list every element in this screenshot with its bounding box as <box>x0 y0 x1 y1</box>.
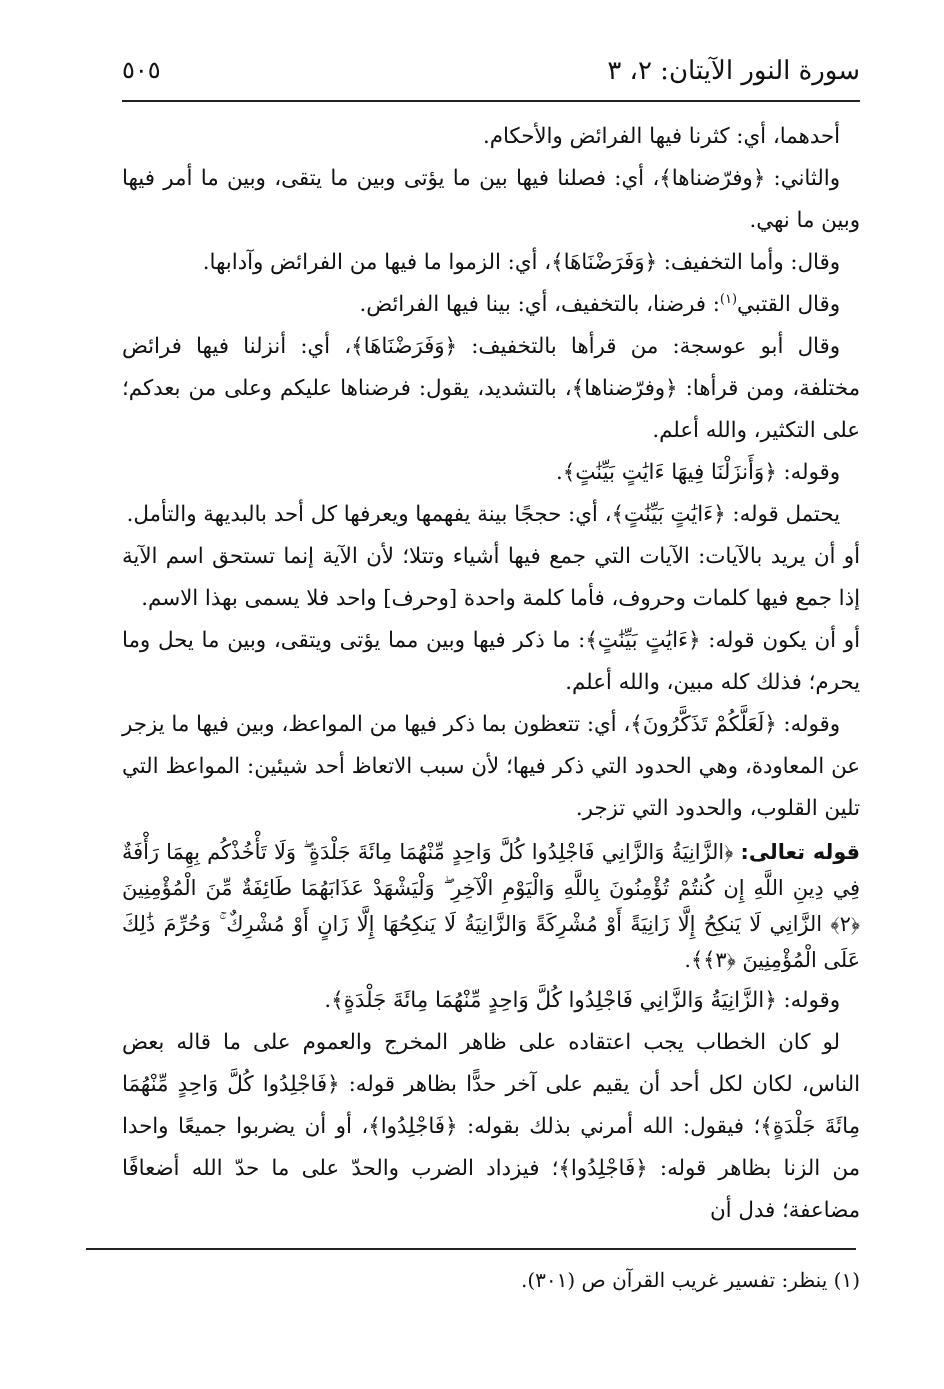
paragraph: وقوله: ﴿وَأَنزَلْنَا فِيهَا ءَايَٰتٍ بَيِّنَٰتٍ﴾. <box>555 460 840 485</box>
paragraph-qutaybi <box>122 284 860 326</box>
paragraph: وقوله: ﴿الزَّانِيَةُ وَالزَّانِي فَاجْلِدُوا كُلَّ وَاحِدٍ مِّنْهُمَا مِائَةَ جَلْدَةٍ﴾. <box>324 988 840 1013</box>
verse-text: ﴿الزَّانِيَةُ وَالزَّانِي فَاجْلِدُوا كُلَّ وَاحِدٍ مِّنْهُمَا مِائَةَ جَلْدَةٍ ۖ وَلَا تَأْخُذْكُم بِهِمَا رَأْفَةٌ فِي دِينِ اللَّهِ إِن كُنتُمْ تُؤْمِنُونَ بِاللَّهِ وَالْيَوْمِ الْآخِرِ ۖ وَلْيَشْهَدْ عَذَابَهُمَا طَائِفَةٌ مِّنَ الْمُؤْمِنِينَ ﴿٢﴾ الزَّانِي لَا يَنكِحُ إِلَّا زَانِيَةً أَوْ مُشْرِكَةً وَالزَّانِيَةُ لَا يَنكِحُهَا إِلَّا زَانٍ أَوْ مُشْرِكٌ ۚ وَحُرِّمَ ذَٰلِكَ عَلَى الْمُؤْمِنِينَ ﴿٣﴾﴾. <box>122 840 860 972</box>
qutaybi-text-before: وقال القتبي <box>737 292 840 317</box>
paragraph: وقوله: ﴿لَعَلَّكُمْ تَذَكَّرُونَ﴾، أي: تتعظون بما ذكر فيها من المواعظ، وبين فيها ما يزجر عن المعاودة، وهي الحدود التي ذكر فيها؛ لأن سبب الاتعاظ أحد شيئين: المواعظ التي تلين القلوب، والحدود التي تزجر. <box>122 712 860 821</box>
paragraph: يحتمل قوله: ﴿ءَايَٰتٍ بَيِّنَٰتٍ﴾، أي: حججًا بينة يفهمها ويعرفها كل أحد بالبديهة والتأمل. <box>126 502 840 527</box>
quran-verse-block <box>122 830 860 980</box>
paragraph: والثاني: ﴿وفرّضناها﴾، أي: فصلنا فيها بين ما يؤتى وبين ما يتقى، وبين ما أمر فيها وبين ما نهي. <box>122 166 860 233</box>
page-number: ٥٠٥ <box>122 56 161 84</box>
paragraph: أحدهما، أي: كثرنا فيها الفرائض والأحكام. <box>482 124 840 149</box>
footnote-separator <box>86 1248 856 1250</box>
paragraph: وقال أبو عوسجة: من قرأها بالتخفيف: ﴿وَفَرَضْنَاهَا﴾، أي: أنزلنا فيها فرائض مختلفة، ومن قرأها: ﴿وفرّضناها﴾، بالتشديد، يقول: فرضناها عليكم وعلى من بعدكم؛ على التكثير، والله أعلم. <box>122 334 860 443</box>
paragraph: أو أن يكون قوله: ﴿ءَايَٰتٍ بَيِّنَٰتٍ﴾: ما ذكر فيها وبين مما يؤتى ويتقى، وبين ما يحل وما يحرم؛ فذلك كله مبين، والله أعلم. <box>122 628 860 695</box>
main-text <box>122 116 860 1232</box>
paragraph: أو أن يريد بالآيات: الآيات التي جمع فيها أشياء وتتلا؛ لأن الآية إنما تستحق اسم الآية إذا جمع فيها كلمات وحروف، فأما كلمة واحدة [وحرف] واحد فلا يسمى بهذا الاسم. <box>122 544 860 611</box>
paragraph: وقال: وأما التخفيف: ﴿وَفَرَضْنَاهَا﴾، أي: الزموا ما فيها من الفرائض وآدابها. <box>202 250 840 275</box>
verse-lead-label: قوله تعالى: <box>740 840 860 864</box>
footnote: (١) ينظر: تفسير غريب القرآن ص (٣٠١). <box>520 1268 860 1292</box>
qutaybi-text-after: : فرضنا، بالتخفيف، أي: بينا فيها الفرائض. <box>359 292 720 317</box>
running-header <box>122 48 860 102</box>
chapter-title: سورة النور الآيتان: ٢، ٣ <box>607 56 860 86</box>
paragraph: لو كان الخطاب يجب اعتقاده على ظاهر المخرج والعموم على ما قاله بعض الناس، لكان لكل أحد أن يقيم على آخر حدًّا بظاهر قوله: ﴿فَاجْلِدُوا كُلَّ وَاحِدٍ مِّنْهُمَا مِائَةَ جَلْدَةٍ﴾؛ فيقول: الله أمرني بذلك بقوله: ﴿فَاجْلِدُوا﴾، أو أن يضربوا جميعًا واحدا من الزنا بظاهر قوله: ﴿فَاجْلِدُوا﴾؛ فيزداد الضرب والحدّ على ما حدّ الله أضعافًا مضاعفة؛ فدل أن <box>122 1030 860 1223</box>
footnote-marker: (١) <box>719 291 738 307</box>
